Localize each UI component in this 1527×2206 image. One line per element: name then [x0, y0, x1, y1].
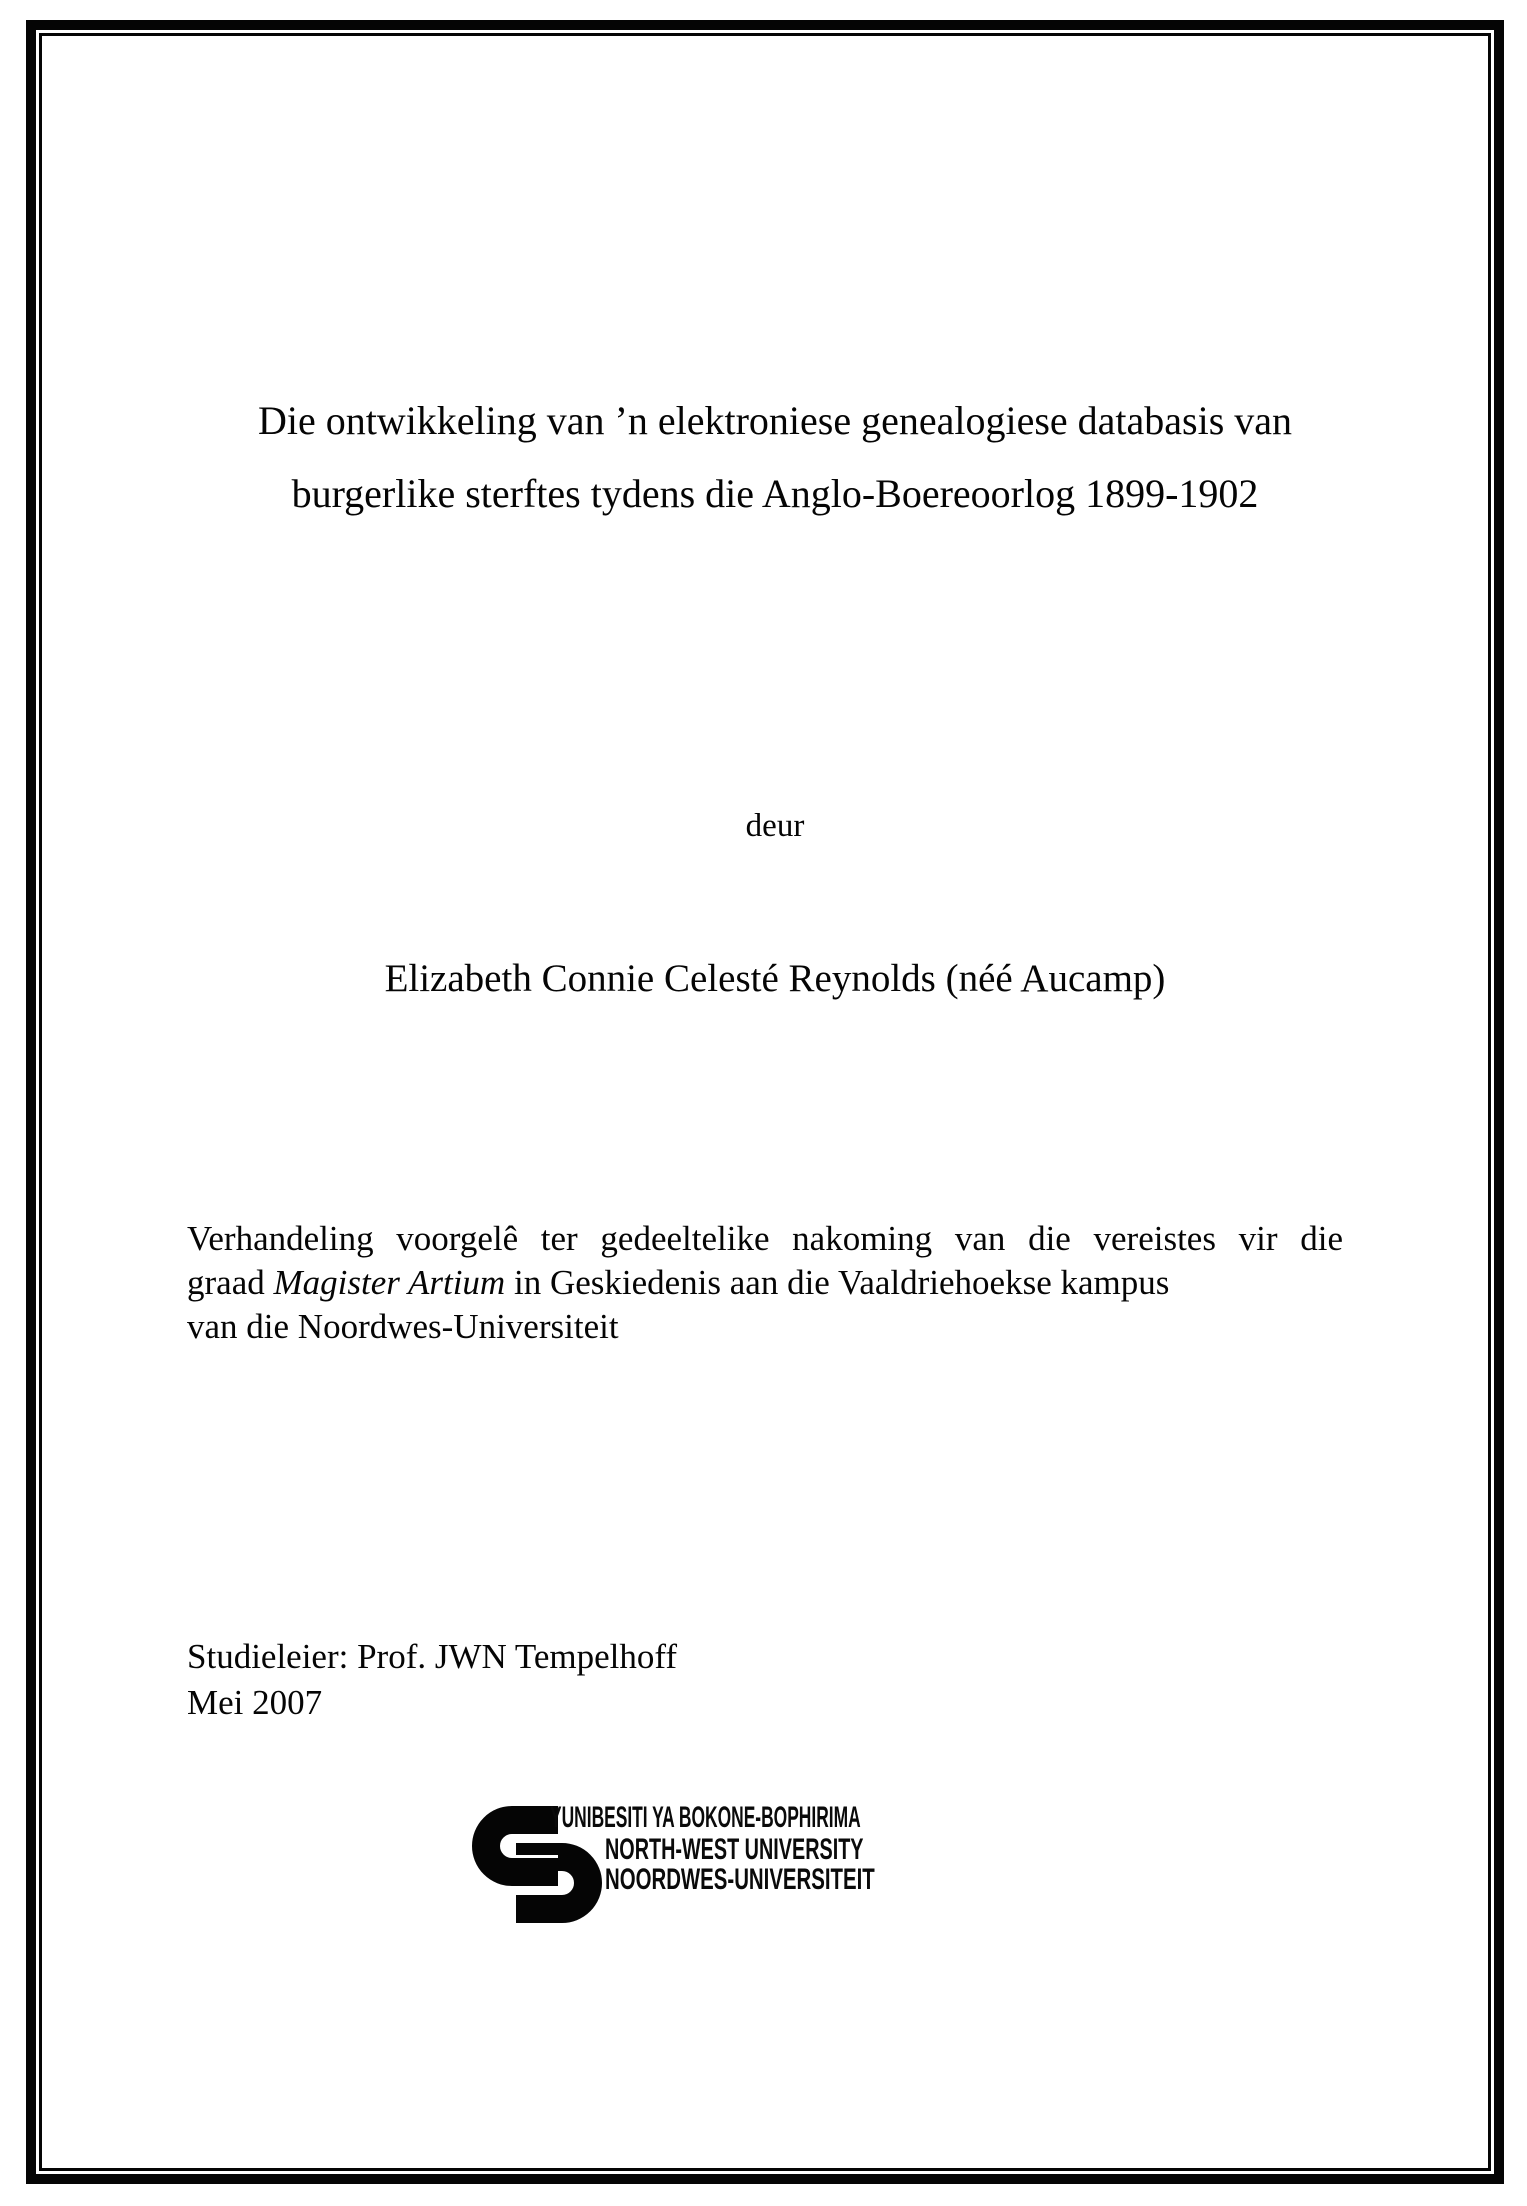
statement-line-3: van die Noordwes-Universiteit: [187, 1307, 619, 1346]
supervisor-line: Studieleier: Prof. JWN Tempelhoff: [187, 1637, 678, 1676]
statement-line-1: Verhandeling voorgelê ter gedeeltelike nakoming van die vereistes vir die: [187, 1219, 1343, 1258]
author-name: Elizabeth Connie Celesté Reynolds (néé Aucamp): [384, 957, 1166, 1000]
statement-line-2-prefix: graad: [187, 1263, 274, 1302]
degree-name-italic: Magister Artium: [273, 1263, 506, 1302]
thesis-title: [195, 384, 1355, 530]
logo-text-line-2: NORTH-WEST UNIVERSITY: [605, 1833, 864, 1866]
nwu-logo: [462, 1798, 1182, 1938]
title-line-2: burgerlike sterftes tydens die Anglo-Boereoorlog 1899-1902: [291, 471, 1259, 516]
logo-text-line-1: YUNIBESITI YA BOKONE-BOPHIRIMA: [550, 1801, 861, 1834]
degree-statement: [187, 1217, 1343, 1349]
supervisor-block: [187, 1634, 677, 1726]
logo-text-line-3: NOORDWES-UNIVERSITEIT: [605, 1863, 875, 1896]
statement-line-2-suffix: in Geskiedenis aan die Vaaldriehoekse kampus: [505, 1263, 1170, 1302]
title-line-1: Die ontwikkeling van ’n elektroniese genealogiese databasis van: [257, 398, 1293, 443]
statement-line-2: [187, 1261, 1343, 1305]
byline-deur: deur: [745, 808, 805, 844]
date-line: Mei 2007: [187, 1683, 323, 1722]
